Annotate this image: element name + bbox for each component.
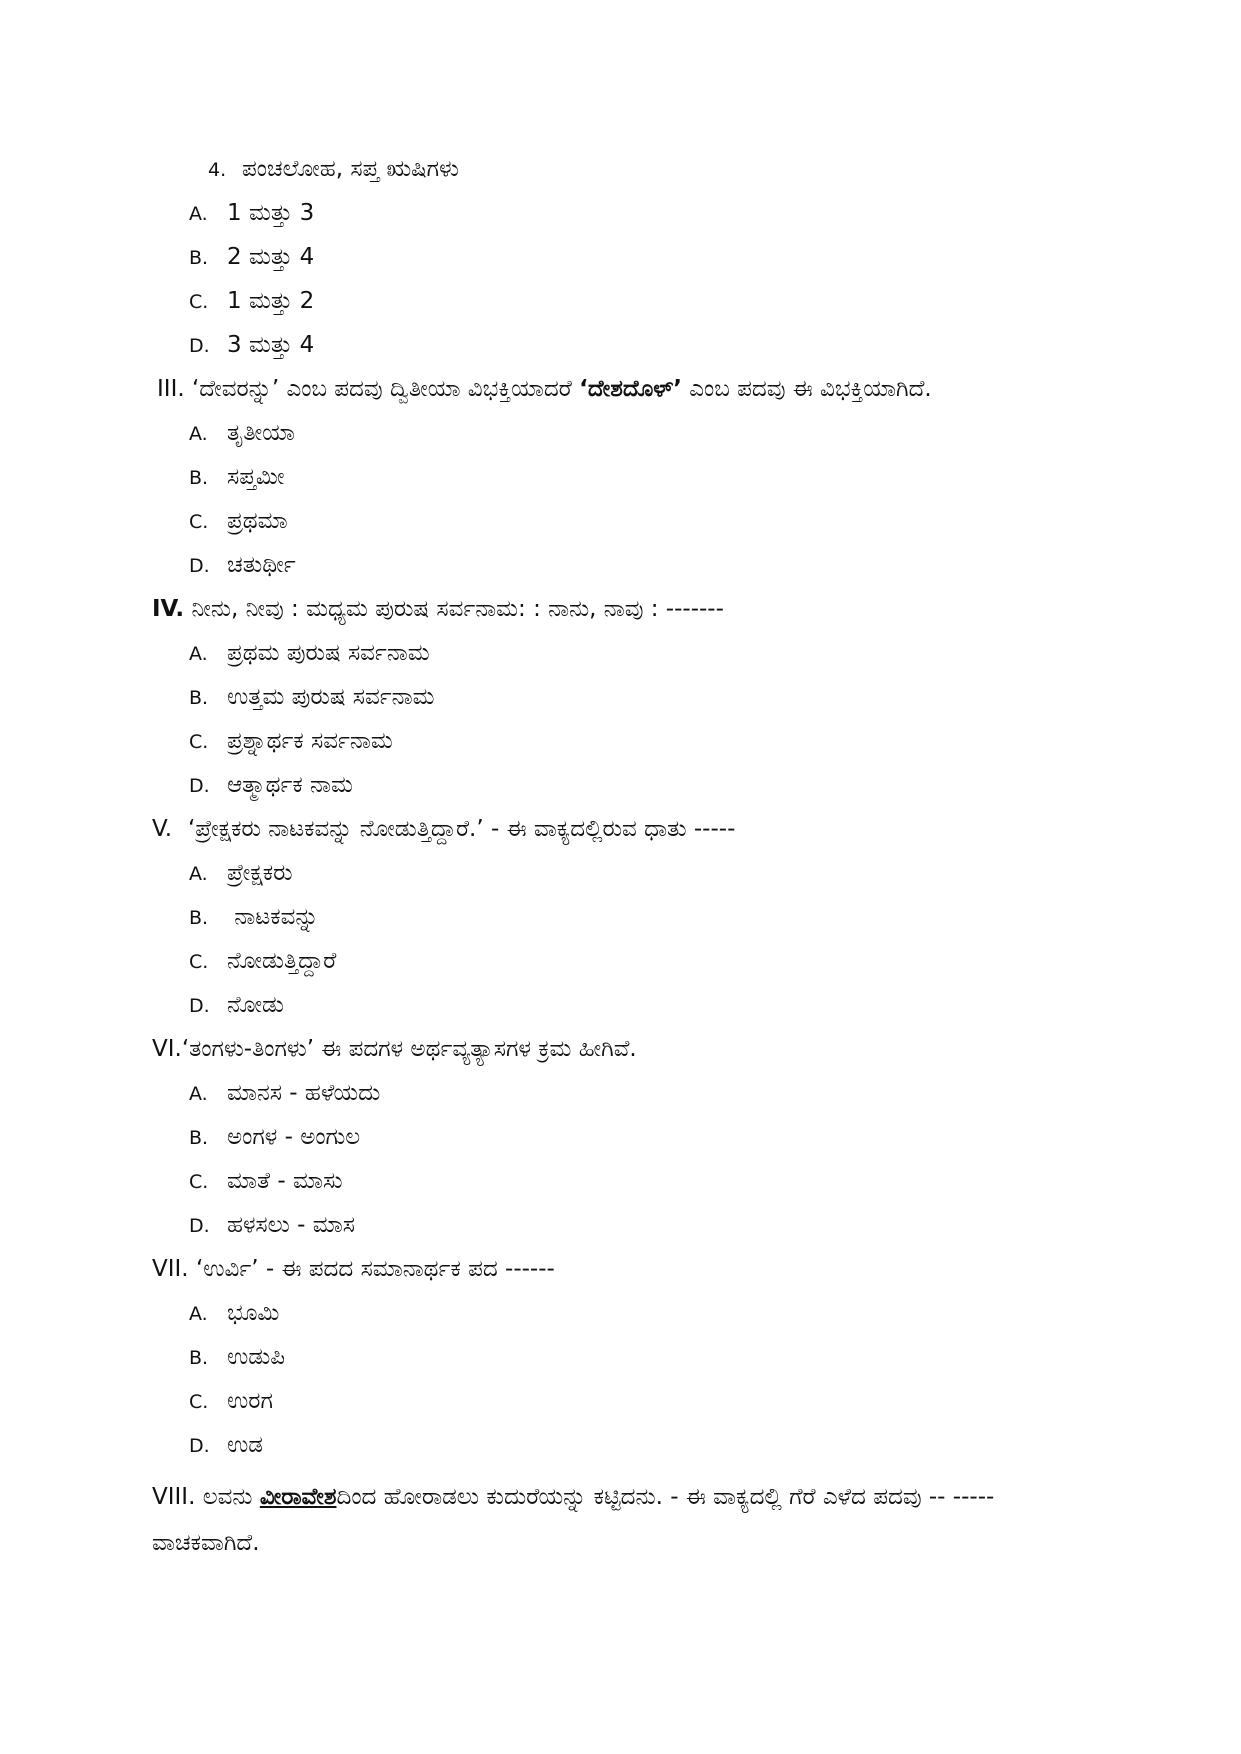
option-text: ತೃತೀಯಾ (227, 420, 295, 446)
option-label: C. (189, 731, 209, 753)
option-text: ನಾಟಕವನ್ನು (227, 904, 319, 930)
option-b (189, 902, 319, 933)
option-a (189, 418, 295, 449)
question-8 (152, 1474, 1092, 1566)
option-c (189, 946, 336, 977)
option-label: B. (189, 247, 209, 269)
option-a (189, 1298, 279, 1329)
option-text: ಉರಗ (227, 1388, 273, 1414)
option-text: ಸಪ್ತಮೀ (227, 464, 285, 490)
question-text-bold: ‘ದೇಶದೊಳ್’ (579, 376, 682, 402)
item-number: 4. (208, 159, 227, 181)
option-text: 2 ಮತ್ತು 4 (227, 244, 315, 270)
option-c (189, 286, 314, 317)
option-b (189, 1122, 360, 1153)
option-text: ಮಾತೆ - ಮಾಸು (227, 1168, 343, 1194)
option-d (189, 1210, 355, 1241)
option-a (189, 1078, 380, 1109)
option-label: B. (189, 1127, 209, 1149)
question-6 (152, 1034, 637, 1064)
question-text-pre: ‘ದೇವರನ್ನು’ ಎಂಬ ಪದವು ದ್ವಿತೀಯಾ ವಿಭಕ್ತಿಯಾದರೆ (191, 376, 580, 402)
question-number: VIII. (152, 1484, 196, 1510)
option-c (189, 506, 288, 537)
option-a (189, 638, 430, 669)
question-text: ನೀನು, ನೀವು : ಮಧ್ಯಮ ಪುರುಷ ಸರ್ವನಾಮ: : ನಾನು, ನಾವು : ------- (191, 596, 724, 622)
underlined-word: ವೀರಾವೇಶ (259, 1484, 337, 1510)
option-label: A. (189, 1083, 208, 1105)
question-text-pre: ಲವನು (202, 1484, 260, 1510)
option-text: ಚತುರ್ಥೀ (227, 552, 296, 578)
option-d (189, 1430, 263, 1461)
option-text: ಅಂಗಳ - ಅಂಗುಲ (227, 1124, 361, 1150)
option-text: 1 ಮತ್ತು 2 (227, 288, 315, 314)
question-text: ‘ಉರ್ವಿ’ - ಈ ಪದದ ಸಮಾನಾರ್ಥಕ ಪದ ------ (195, 1256, 555, 1282)
option-text: ಉತ್ತಮ ಪುರುಷ ಸರ್ವನಾಮ (227, 684, 435, 710)
question-4 (152, 594, 724, 624)
option-label: C. (189, 1171, 209, 1193)
question-text: ‘ಪ್ರೇಕ್ಷಕರು ನಾಟಕವನ್ನು ನೋಡುತ್ತಿದ್ದಾರೆ.’ - ಈ ವಾಕ್ಯದಲ್ಲಿರುವ ಧಾತು ----- (188, 816, 736, 842)
option-text: ಉಡ (227, 1432, 263, 1458)
item-text: ಪಂಚಲೋಹ, ಸಪ್ತ ಋಷಿಗಳು (242, 156, 459, 182)
option-label: B. (189, 1347, 209, 1369)
option-label: A. (189, 1303, 208, 1325)
option-text: ನೋಡುತ್ತಿದ್ದಾರೆ (227, 948, 337, 974)
question-text: ‘ತಂಗಳು-ತಿಂಗಳು’ ಈ ಪದಗಳ ಅರ್ಥವ್ಯತ್ಯಾಸಗಳ ಕ್ರಮ ಹೀಗಿವೆ. (181, 1036, 637, 1062)
option-a (189, 198, 314, 229)
option-label: D. (189, 1215, 210, 1237)
option-text: ಪ್ರೇಕ್ಷಕರು (227, 860, 293, 886)
option-b (189, 462, 285, 493)
option-label: D. (189, 335, 210, 357)
option-text: 1 ಮತ್ತು 3 (227, 200, 315, 226)
option-label: A. (189, 423, 208, 445)
question-number: VI. (152, 1036, 182, 1062)
option-label: C. (189, 1391, 209, 1413)
option-c (189, 1166, 343, 1197)
question-number: V. (152, 816, 173, 842)
option-d (189, 550, 296, 581)
option-label: D. (189, 555, 210, 577)
option-text: 3 ಮತ್ತು 4 (227, 332, 315, 358)
option-text: ಆತ್ಮಾರ್ಥಕ ನಾಮ (227, 772, 353, 798)
option-d (189, 770, 353, 801)
option-label: C. (189, 291, 209, 313)
option-text: ಪ್ರಥಮ ಪುರುಷ ಸರ್ವನಾಮ (227, 640, 430, 666)
question-3 (157, 374, 932, 404)
option-label: B. (189, 687, 209, 709)
question-text-post: ದಿಂದ ಹೋರಾಡಲು ಕುದುರೆಯನ್ನು ಕಟ್ಟಿದನು. - ಈ ವಾಕ್ಯದಲ್ಲಿ ಗೆರೆ ಎಳೆದ ಪದವು -- ----- ವಾಚಕವಾಗಿದೆ. (152, 1484, 995, 1556)
option-label: B. (189, 467, 209, 489)
option-b (189, 242, 314, 273)
question-number: VII. (152, 1256, 189, 1282)
list-item-4 (208, 154, 459, 185)
option-c (189, 1386, 273, 1417)
option-text: ನೋಡು (227, 992, 284, 1018)
option-d (189, 990, 284, 1021)
option-text: ಉಡುಪಿ (227, 1344, 286, 1370)
option-label: C. (189, 951, 209, 973)
option-label: A. (189, 643, 208, 665)
option-label: A. (189, 203, 208, 225)
option-label: D. (189, 775, 210, 797)
option-b (189, 1342, 285, 1373)
option-label: D. (189, 995, 210, 1017)
option-label: A. (189, 863, 208, 885)
option-a (189, 858, 293, 889)
question-number: IV. (152, 596, 185, 622)
option-d (189, 330, 314, 361)
option-text: ಮಾನಸ - ಹಳೆಯದು (227, 1080, 381, 1106)
option-label: C. (189, 511, 209, 533)
question-5 (152, 814, 735, 844)
question-7 (152, 1254, 555, 1284)
option-text: ಭೂಮಿ (227, 1300, 280, 1326)
option-text: ಪ್ರಥಮಾ (227, 508, 288, 534)
option-label: D. (189, 1435, 210, 1457)
option-label: B. (189, 907, 209, 929)
option-c (189, 726, 393, 757)
question-number: III. (157, 376, 185, 402)
question-text-post: ಎಂಬ ಪದವು ಈ ವಿಭಕ್ತಿಯಾಗಿದೆ. (681, 376, 932, 402)
option-text: ಪ್ರಶ್ನಾರ್ಥಕ ಸರ್ವನಾಮ (227, 728, 393, 754)
option-b (189, 682, 434, 713)
option-text: ಹಳಸಲು - ಮಾಸ (227, 1212, 355, 1238)
